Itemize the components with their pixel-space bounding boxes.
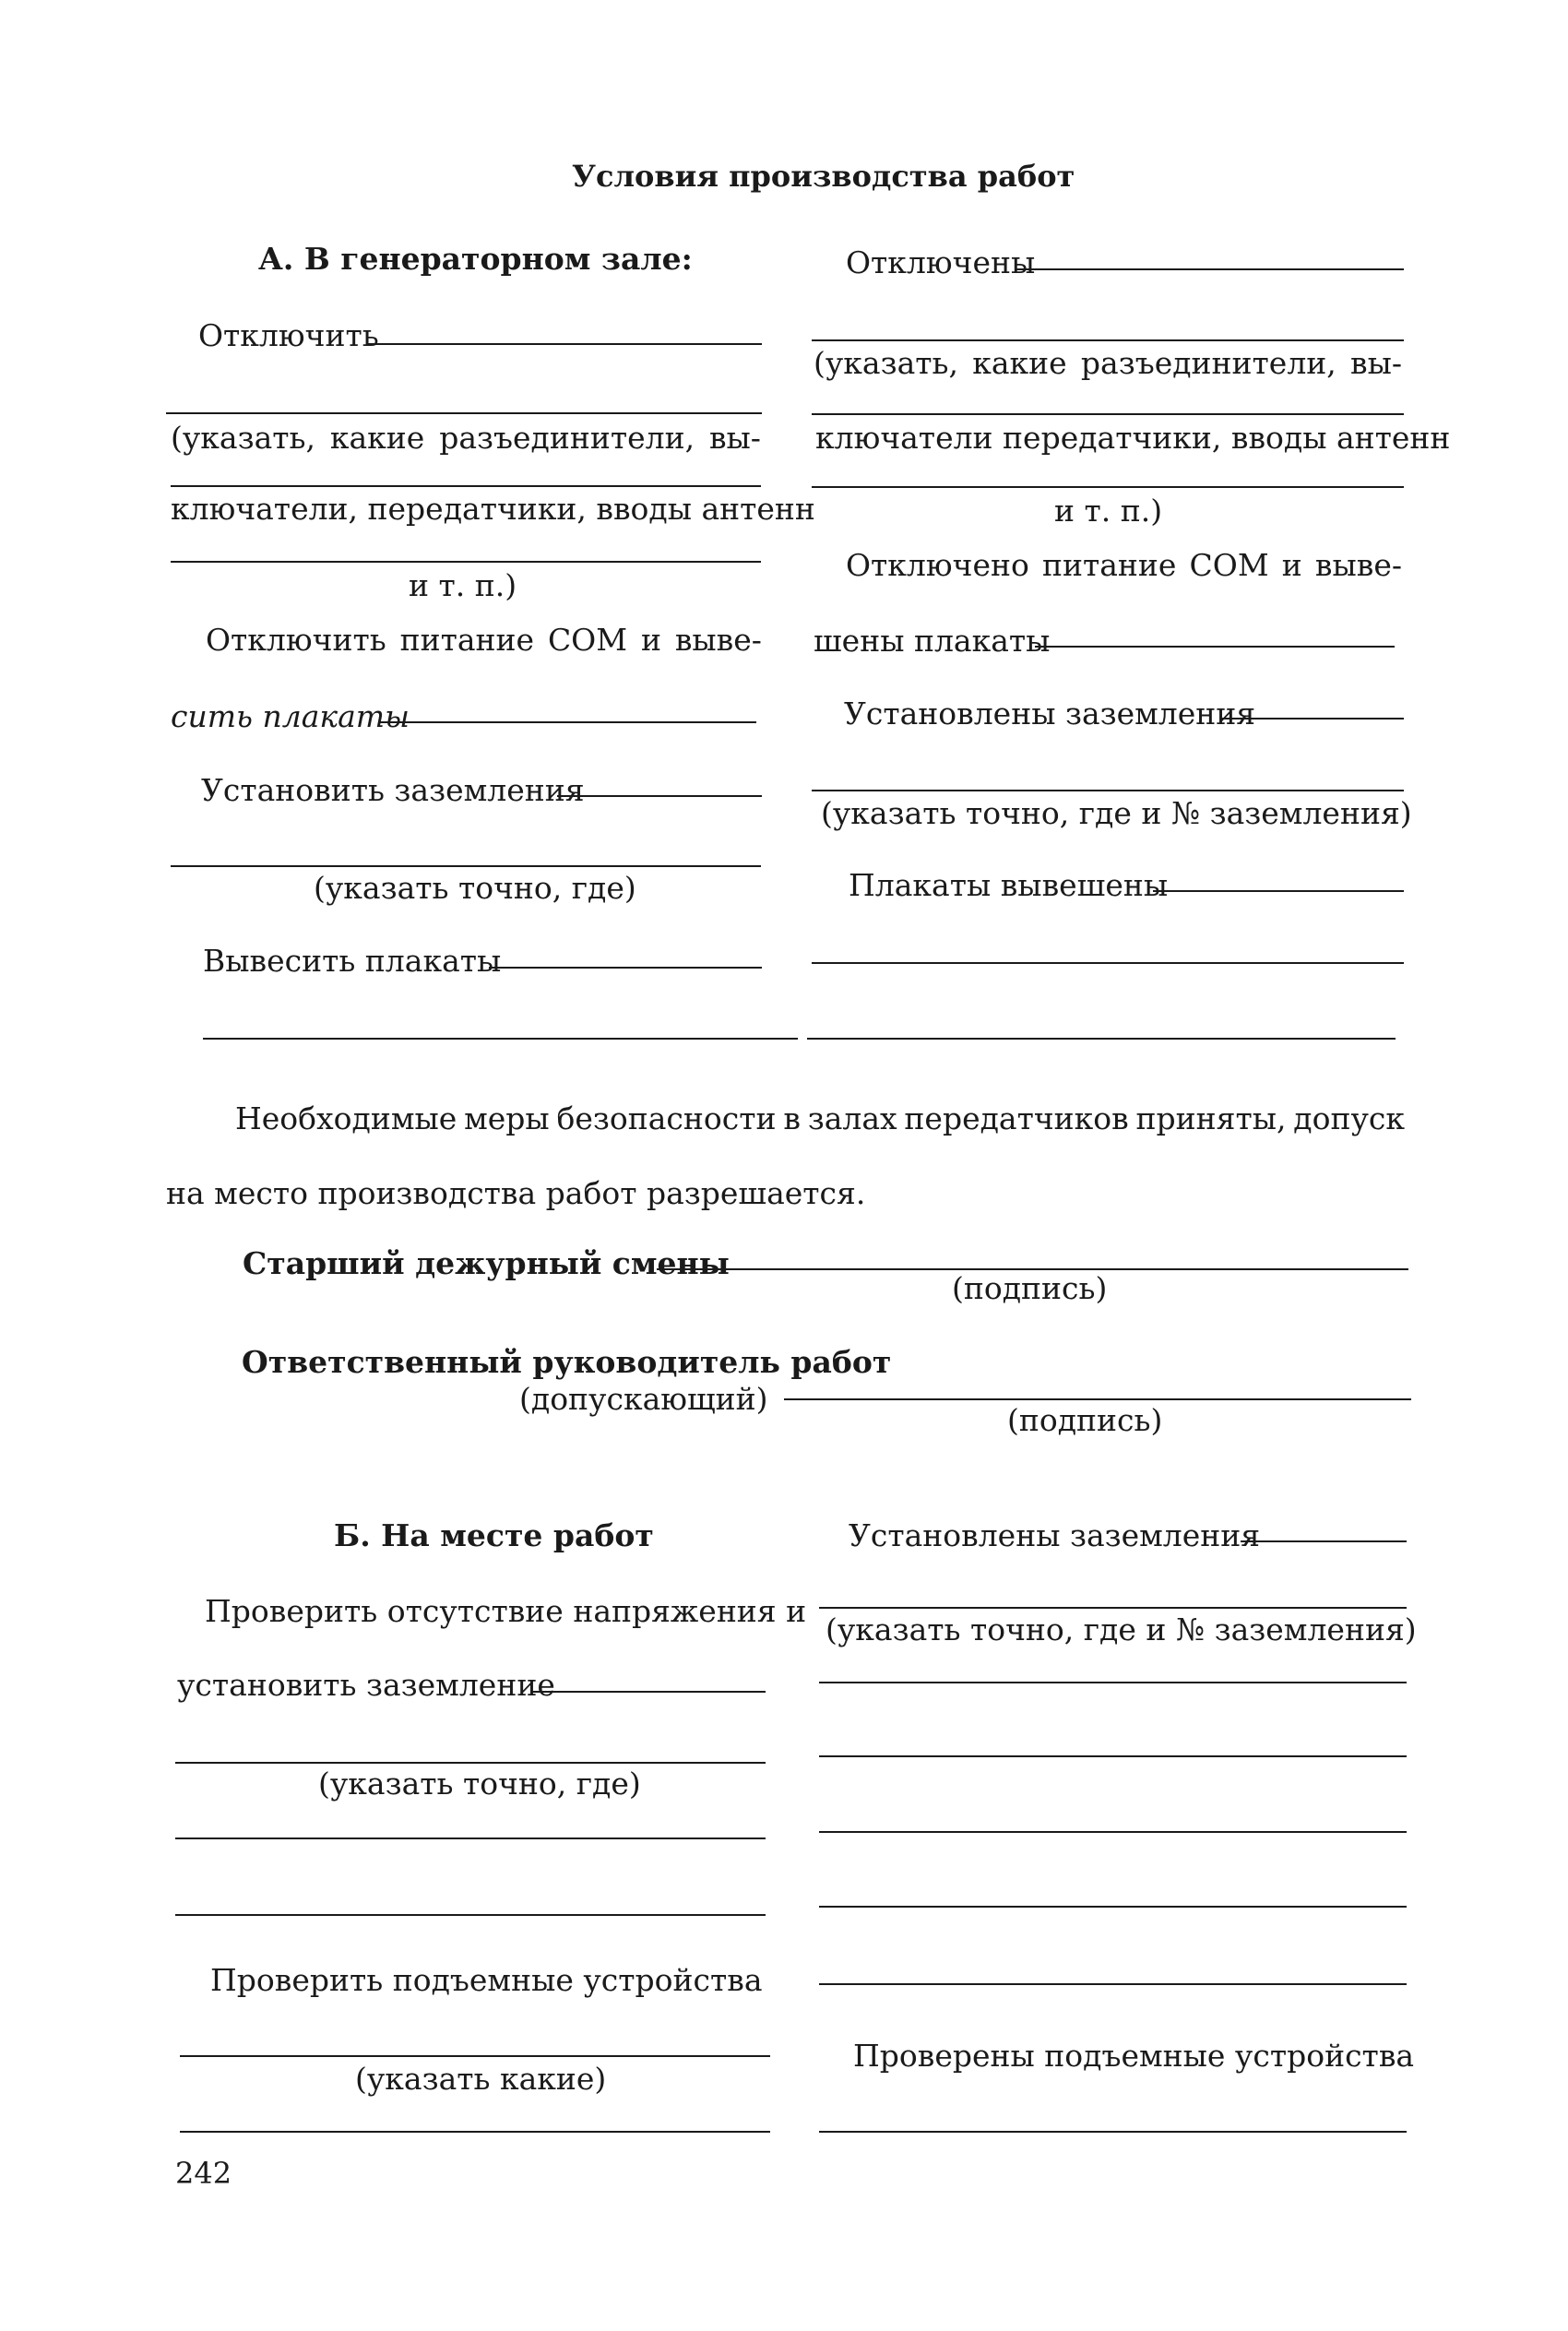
- b-field-line4[interactable]: [819, 1755, 1407, 1757]
- lifting-hint: (указать какие): [355, 2061, 607, 2097]
- b-field-line7[interactable]: [819, 1983, 1407, 1985]
- grounding-label: Установить заземления: [201, 772, 585, 808]
- disconnect-field-line2[interactable]: [166, 412, 762, 414]
- check-voltage-line1: Проверить отсутствие напряжения и: [205, 1593, 807, 1629]
- disconnected-hint-line1: (указать, какие разъединители, вы-: [814, 345, 1402, 381]
- lifting-checked-field[interactable]: [819, 2131, 1407, 2133]
- grounding-hint: (указать точно, где): [314, 870, 636, 906]
- b-field-line3[interactable]: [819, 1682, 1407, 1683]
- grounding-done-field[interactable]: [1222, 718, 1404, 720]
- disconnect-field-line4[interactable]: [171, 561, 761, 563]
- grounding-field-line2[interactable]: [171, 865, 761, 867]
- grounding-done-field-line2[interactable]: [812, 790, 1404, 791]
- disconnected-field-line4[interactable]: [812, 486, 1404, 488]
- earthing-field-line2[interactable]: [175, 1762, 766, 1764]
- posters-done-field[interactable]: [1035, 646, 1395, 648]
- disconnect-field[interactable]: [367, 343, 762, 345]
- page-title: Условия производства работ: [572, 159, 1075, 194]
- grounding-done-hint: (указать точно, где и № заземления): [821, 795, 1412, 831]
- grounding-field[interactable]: [557, 795, 762, 797]
- senior-signature-caption: (подпись): [952, 1270, 1108, 1306]
- power-instruction-line2: сить плакаты: [171, 698, 410, 734]
- safety-statement-line1: Необходимые меры безопасности в залах передатчиков приняты, допуск: [235, 1100, 1405, 1136]
- section-a-heading: А. В генераторном зале:: [258, 241, 693, 277]
- check-lifting-label: Проверить подъемные устройства: [210, 1962, 763, 1998]
- lifting-field-line2[interactable]: [180, 2131, 770, 2133]
- posters-field[interactable]: [380, 721, 756, 723]
- hang-posters-label: Вывесить плакаты: [203, 943, 502, 979]
- earthing-field[interactable]: [530, 1691, 766, 1693]
- disconnect-hint-line2: ключатели, передатчики, вводы антенн: [171, 491, 815, 527]
- earthing-hint: (указать точно, где): [318, 1766, 641, 1802]
- b-grounding-done-hint: (указать точно, где и № заземления): [826, 1611, 1417, 1647]
- disconnect-hint-line3: и т. п.): [409, 567, 517, 603]
- earthing-field-line4[interactable]: [175, 1914, 766, 1916]
- disconnect-hint-line1: (указать, какие разъединители, вы-: [171, 420, 761, 456]
- responsible-label: Ответственный руководитель работ: [242, 1344, 892, 1380]
- disconnected-field-line3[interactable]: [812, 413, 1404, 415]
- power-done-line1: Отключено питание СОМ и выве-: [846, 547, 1402, 583]
- disconnected-label: Отключены: [846, 244, 1036, 280]
- lifting-checked-label: Проверены подъемные устройства: [853, 2038, 1415, 2074]
- check-voltage-line2: установить заземление: [177, 1667, 555, 1703]
- disconnected-field-line2[interactable]: [812, 339, 1404, 341]
- b-grounding-done-field-line2[interactable]: [819, 1607, 1407, 1609]
- safety-statement-line2: на место производства работ разрешается.: [166, 1175, 866, 1211]
- grounding-done-label: Установлены заземления: [844, 696, 1256, 731]
- posters-hung-label: Плакаты вывешены: [849, 867, 1169, 903]
- disconnect-field-line3[interactable]: [171, 485, 761, 487]
- earthing-field-line3[interactable]: [175, 1837, 766, 1839]
- disconnected-field[interactable]: [1015, 268, 1404, 270]
- responsible-sub-label: (допускающий): [519, 1381, 768, 1417]
- disconnect-label: Отключить: [198, 317, 379, 353]
- power-instruction-line1: Отключить питание СОМ и выве-: [206, 622, 762, 658]
- b-grounding-done-label: Установлены заземления: [849, 1517, 1261, 1553]
- disconnected-hint-line2: ключатели передатчики, вводы антенн: [815, 420, 1451, 456]
- left-bottom-field[interactable]: [203, 1038, 798, 1040]
- b-grounding-done-field[interactable]: [1241, 1540, 1407, 1542]
- b-field-line6[interactable]: [819, 1906, 1407, 1908]
- power-done-line2: шены плакаты: [814, 623, 1051, 659]
- lifting-field[interactable]: [180, 2055, 770, 2057]
- section-b-heading: Б. На месте работ: [334, 1517, 654, 1553]
- posters-hung-field-line2[interactable]: [812, 962, 1404, 964]
- hang-posters-field[interactable]: [489, 967, 762, 969]
- senior-shift-label: Старший дежурный смены: [243, 1245, 730, 1281]
- posters-hung-field[interactable]: [1153, 890, 1404, 892]
- responsible-signature-caption: (подпись): [1007, 1402, 1163, 1438]
- right-bottom-field[interactable]: [807, 1038, 1396, 1040]
- page-number: 242: [175, 2156, 232, 2191]
- b-field-line5[interactable]: [819, 1831, 1407, 1833]
- disconnected-hint-line3: и т. п.): [1054, 493, 1163, 529]
- responsible-signature-field[interactable]: [784, 1398, 1411, 1400]
